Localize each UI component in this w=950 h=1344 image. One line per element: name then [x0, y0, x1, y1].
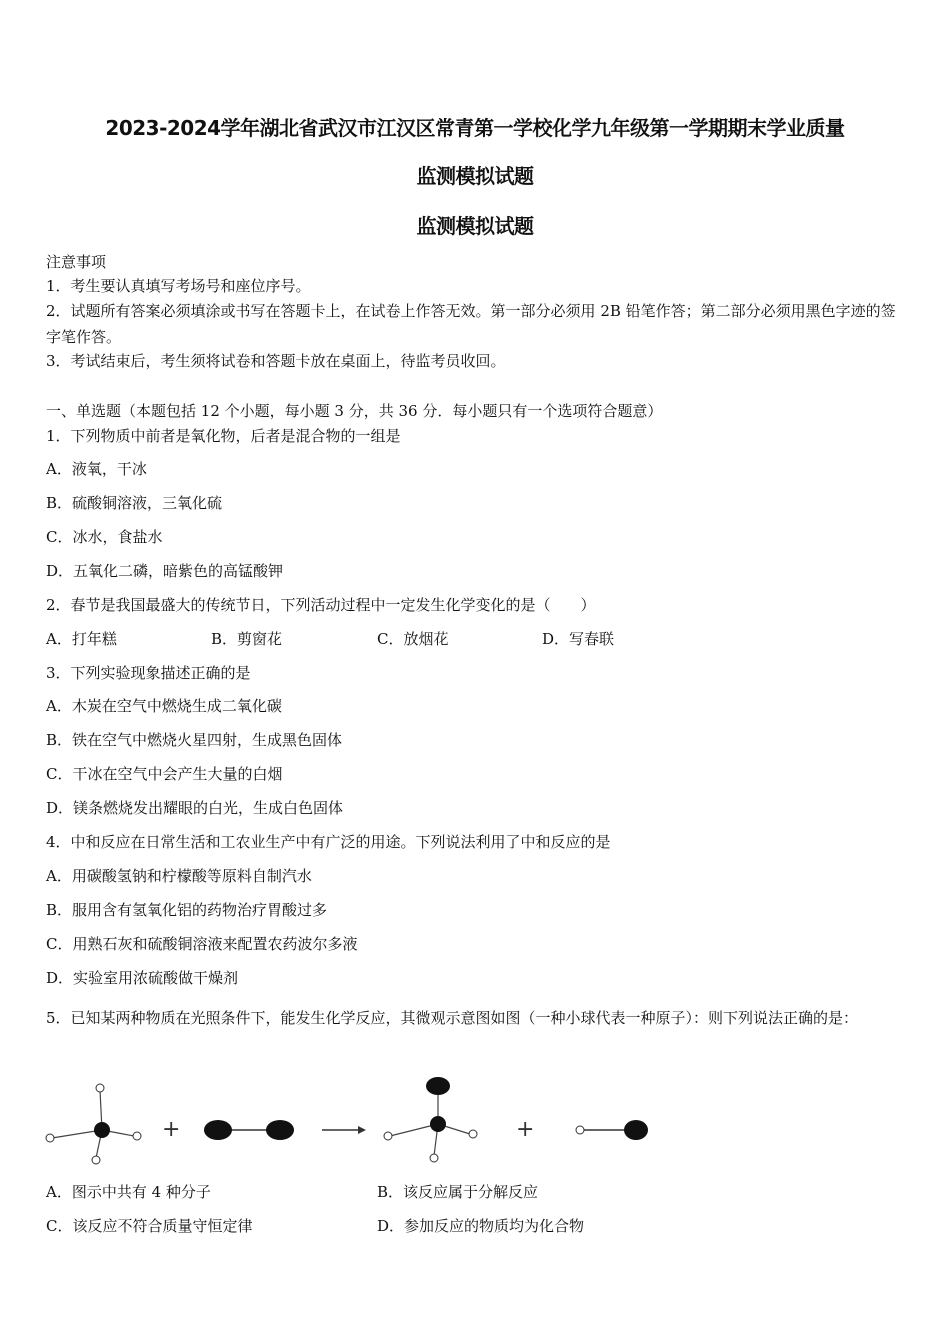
question-3-stem: 3．下列实验现象描述正确的是 [46, 664, 251, 682]
question-4-stem: 4．中和反应在日常生活和工农业生产中有广泛的用途。下列说法利用了中和反应的是 [46, 833, 611, 851]
section-heading: 一、单选题（本题包括 12 个小题，每小题 3 分，共 36 分．每小题只有一个选项符合题意） [46, 402, 663, 420]
question-5-option-c: C．该反应不符合质量守恒定律 [46, 1217, 253, 1235]
reaction-diagram [40, 1074, 680, 1174]
question-2-option-a: A．打年糕 [46, 630, 117, 648]
product-molecule-2 [576, 1120, 648, 1140]
question-3-option-d: D．镁条燃烧发出耀眼的白光，生成白色固体 [46, 799, 344, 817]
notice-heading: 注意事项 [46, 253, 107, 271]
reactant-molecule-2 [204, 1120, 294, 1140]
question-1-stem: 1．下列物质中前者是氧化物，后者是混合物的一组是 [46, 427, 401, 445]
question-5-option-d: D．参加反应的物质均为化合物 [377, 1217, 585, 1235]
reaction-arrow [322, 1126, 366, 1134]
question-4-option-c: C．用熟石灰和硫酸铜溶液来配置农药波尔多液 [46, 935, 358, 953]
page-title-line-1: 2023-2024学年湖北省武汉市江汉区常青第一学校化学九年级第一学期期末学业质量 [105, 116, 845, 140]
reactant-molecule-1 [46, 1084, 141, 1164]
notice-item-3: 3．考试结束后，考生须将试卷和答题卡放在桌面上，待监考员收回。 [46, 352, 506, 370]
question-1-option-d: D．五氧化二磷，暗紫色的高锰酸钾 [46, 562, 284, 580]
question-1-option-b: B．硫酸铜溶液，三氧化硫 [46, 494, 223, 512]
page-title-line-2: 监测模拟试题 [416, 164, 534, 188]
question-3-option-c: C．干冰在空气中会产生大量的白烟 [46, 765, 283, 783]
question-3-option-b: B．铁在空气中燃烧火星四射，生成黑色固体 [46, 731, 343, 749]
question-2-option-d: D．写春联 [542, 630, 615, 648]
question-2-option-c: C．放烟花 [377, 630, 449, 648]
notice-item-2: 2．试题所有答案必须填涂或书写在答题卡上，在试卷上作答无效。第一部分必须用 2B 铅笔作答；第二部分必须用黑色字迹的签字笔作答。 [46, 302, 896, 346]
page-title-line-3: 监测模拟试题 [416, 214, 534, 238]
question-4-option-a: A．用碳酸氢钠和柠檬酸等原料自制汽水 [46, 867, 312, 885]
question-5-option-b: B．该反应属于分解反应 [377, 1183, 539, 1201]
question-2-option-b: B．剪窗花 [211, 630, 283, 648]
plus-sign-1: + [162, 1117, 181, 1142]
question-4-option-d: D．实验室用浓硫酸做干燥剂 [46, 969, 239, 987]
plus-sign-2: + [516, 1117, 535, 1142]
question-2-stem: 2．春节是我国最盛大的传统节日，下列活动过程中一定发生化学变化的是（ ） [46, 596, 596, 614]
question-5-stem: 5．已知某两种物质在光照条件下，能发生化学反应，其微观示意图如图（一种小球代表一种原子）：则下列说法正确的是： [46, 1009, 859, 1027]
question-5-option-a: A．图示中共有 4 种分子 [46, 1183, 211, 1201]
product-molecule-1 [384, 1077, 477, 1162]
question-1-option-a: A．液氧，干冰 [46, 460, 147, 478]
notice-item-1: 1．考生要认真填写考场号和座位序号。 [46, 277, 311, 295]
question-3-option-a: A．木炭在空气中燃烧生成二氧化碳 [46, 697, 282, 715]
question-1-option-c: C．冰水，食盐水 [46, 528, 163, 546]
question-4-option-b: B．服用含有氢氧化铝的药物治疗胃酸过多 [46, 901, 328, 919]
